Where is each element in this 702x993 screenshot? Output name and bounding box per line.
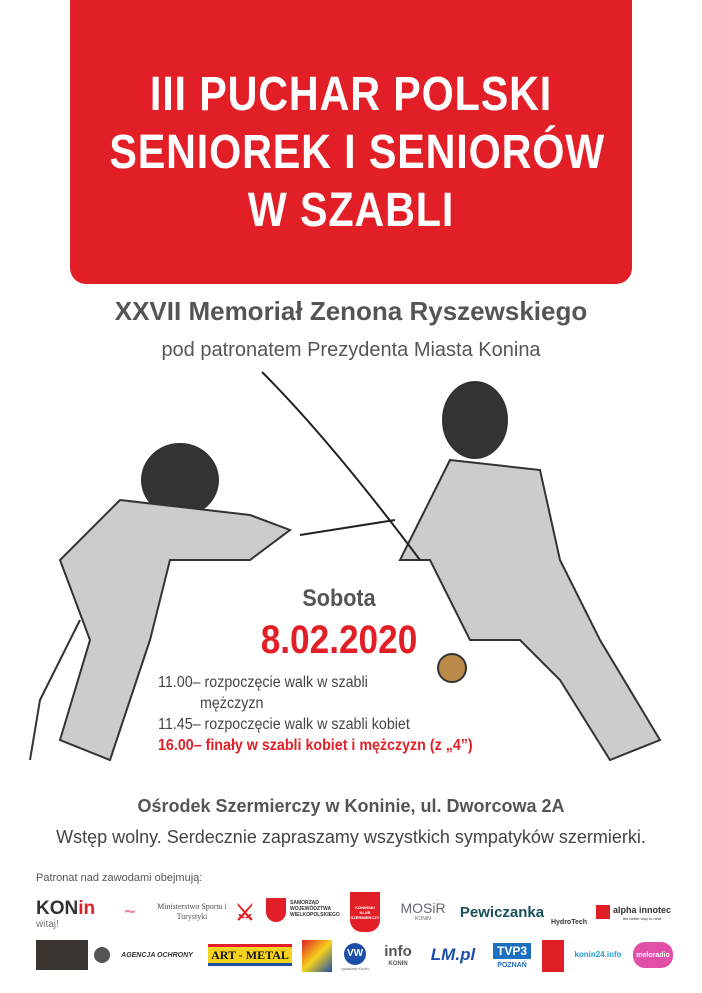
welcome-text: Wstęp wolny. Serdecznie zapraszamy wszystkich sympatyków szermierki. — [56, 827, 646, 847]
logo-dark-card — [36, 940, 88, 970]
patronage: pod patronatem Prezydenta Miasta Konina — [161, 339, 541, 361]
logo-art-metal: ART - METAL — [208, 944, 292, 966]
ministry-swoosh-icon: ~ — [124, 901, 136, 923]
logo-meloradio: meloradio — [633, 942, 673, 968]
logo-samorzad: SAMORZĄD WOJEWÓDZTWA WIELKOPOLSKIEGO — [290, 900, 340, 918]
schedule-item-finals: 16.00– finały w szabli kobiet i mężczyzn (z „4”) — [158, 737, 473, 754]
logo-pewiczanka: Pewiczanka — [460, 903, 544, 921]
right-fencer — [400, 382, 660, 760]
logo-vw: VW Ignaszak Konin — [338, 938, 372, 976]
logo-hydrotech: HydroTech — [550, 919, 588, 926]
logo-klub: KONIŃSKI KLUB SZERMIERCZY — [350, 892, 380, 932]
logo-lm: LM.pl — [430, 944, 476, 964]
left-blade — [300, 520, 395, 535]
title-line-1: III PUCHAR POLSKI — [149, 68, 553, 121]
schedule-item-cont: mężczyzn — [200, 695, 264, 712]
subtitle: XXVII Memoriał Zenona Ryszewskiego — [114, 296, 588, 326]
event-day: Sobota — [302, 585, 376, 612]
coat-of-arms-icon — [266, 898, 286, 922]
logo-red-square — [542, 940, 564, 972]
agencja-badge-icon — [94, 947, 110, 963]
logo-tvp3: TVP3 POZNAŃ — [488, 940, 536, 972]
event-date: 8.02.2020 — [260, 618, 418, 662]
title-line-2: SENIOREK I SENIORÓW — [109, 126, 606, 179]
logo-mosir: MOSiR KONIN — [400, 899, 446, 922]
alpha-innotec-mark-icon — [596, 905, 610, 919]
venue: Ośrodek Szermierczy w Koninie, ul. Dworcowa 2A — [137, 796, 565, 816]
crossed-sabres-icon: ⚔ — [235, 900, 255, 925]
schedule-item: 11.45– rozpoczęcie walk w szabli kobiet — [158, 716, 410, 733]
logo-info-konin: info KONIN — [384, 942, 412, 967]
title-banner — [70, 0, 632, 284]
schedule-item: 11.00– rozpoczęcie walk w szabli — [158, 674, 368, 691]
logo-konin: KONin witaj! — [36, 897, 96, 930]
title-line-3: W SZABLI — [247, 184, 455, 237]
logo-konin24: konin24.info — [574, 950, 622, 959]
logo-agencja: AGENCJA OCHRONY — [121, 951, 193, 959]
logo-ministry: Ministerstwo Sportu i Turystyki — [157, 902, 227, 921]
logo-flags — [302, 940, 332, 972]
sponsors-label: Patronat nad zawodami obejmują: — [36, 872, 203, 884]
logo-alpha: alpha innotec the better way to heat — [612, 904, 671, 921]
